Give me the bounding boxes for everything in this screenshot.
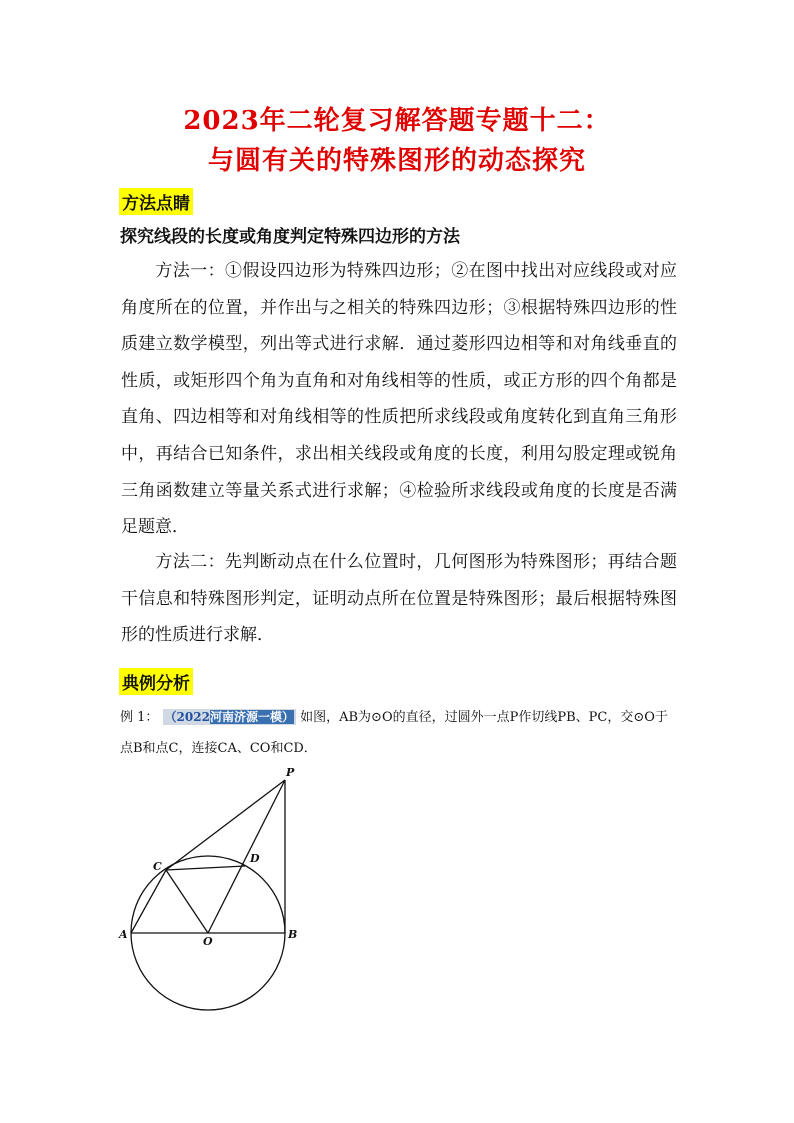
label-d: D [250, 852, 260, 865]
method-two-text: 方法二：先判断动点在什么位置时，几何图形为特殊图形；再结合题干信息和特殊图形判定，证明动点所在位置是特殊图形；最后根据特殊图形的性质进行求解． [121, 552, 677, 646]
segment-co [166, 870, 208, 933]
segment-cd [166, 866, 245, 870]
page-title-line1: 2023年二轮复习解答题专题十二： [183, 106, 611, 136]
method-two-paragraph [121, 544, 677, 654]
label-p: P [286, 766, 295, 779]
example-label: 例 1： [120, 710, 159, 725]
label-c: C [153, 860, 162, 873]
example-statement: 如图，AB为⊙O的直径，过圆外一点P作切线PB、PC，交⊙O于点B和点C，连接CA、CO和CD． [120, 710, 668, 756]
example-1-paragraph [120, 702, 680, 764]
label-a: A [119, 928, 128, 941]
method-one-text: 方法一：①假设四边形为特殊四边形；②在图中找出对应线段或对应角度所在的位置，并作出与之相关的特殊四边形；③根据特殊四边形的性质建立数学模型，列出等式进行求解．通过菱形四边相等和对角线垂直的性质，或矩形四个角为直角和对角线相等的性质，或正方形的四个角都是直角、四边相等和对角线相等的性质把所求线段或角度转化到直角三角形中，再结合已知条件，求出相关线段或角度的长度，利用勾股定理或锐角三角函数建立等量关系式进行求解；④检验所求线段或角度的长度是否满足题意． [121, 261, 677, 538]
section-tag-example: 典例分析 [119, 668, 193, 695]
method-one-paragraph [121, 253, 677, 546]
segment-ca [131, 870, 166, 933]
tangent-pc [166, 780, 285, 870]
source-year: （2022 [164, 710, 210, 724]
example-source-badge [163, 709, 296, 725]
source-place: 河南济源一模） [209, 710, 294, 724]
label-o: O [203, 935, 213, 948]
section-heading: 探究线段的长度或角度判定特殊四边形的方法 [120, 227, 460, 247]
section-tag-method: 方法点睛 [119, 188, 193, 215]
page-title-line2: 与圆有关的特殊图形的动态探究 [207, 146, 586, 176]
label-b: B [288, 928, 298, 941]
geometry-figure [110, 762, 310, 1012]
